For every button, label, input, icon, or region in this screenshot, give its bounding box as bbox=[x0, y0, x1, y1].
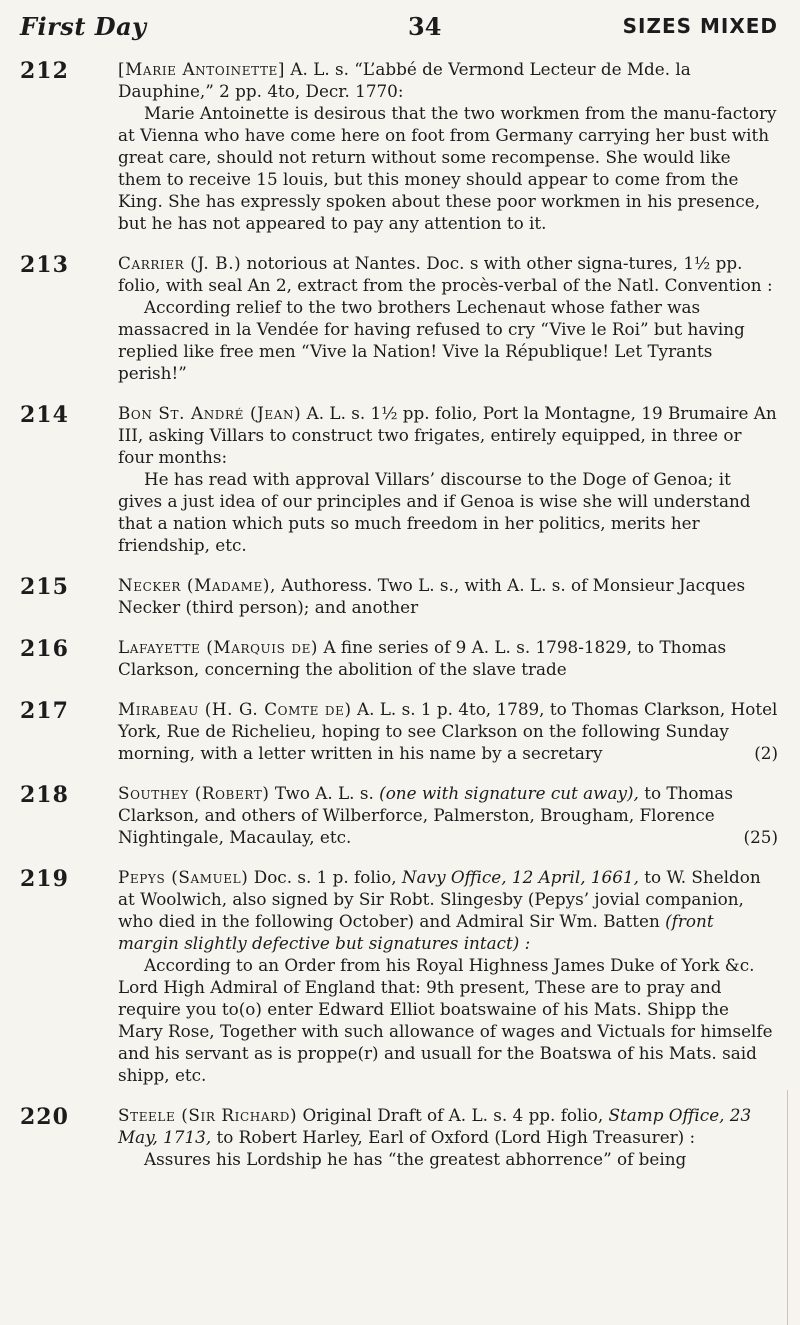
lot-number: 218 bbox=[20, 782, 69, 808]
lot-number: 213 bbox=[20, 252, 69, 278]
header-section: SIZES MIXED bbox=[622, 14, 778, 38]
lot-text bbox=[118, 58, 778, 234]
page-edge-shadow bbox=[787, 1090, 800, 1325]
lot-author: Pepys (Samuel) bbox=[118, 867, 249, 887]
lot-description: He has read with approval Villars’ discourse to the Doge of Genoa; it gives a just idea of our principles and if Genoa is wise she will understand that a nation which puts so much freedom in her politics, merits her friendship, etc. bbox=[118, 469, 751, 555]
lot-number: 215 bbox=[20, 574, 69, 600]
lot-text bbox=[118, 1104, 778, 1170]
lot-number: 219 bbox=[20, 866, 69, 892]
lot-text bbox=[118, 782, 778, 848]
lot-heading: A fine series of 9 A. L. s. 1798-1829, to Thomas Clarkson, concerning the abolition of the slave trade bbox=[118, 637, 727, 679]
lot-author: Necker (Madame), bbox=[118, 575, 276, 595]
lot-condition-note: (front margin slightly defective but signatures intact) : bbox=[118, 911, 714, 953]
page-number: 34 bbox=[408, 12, 442, 41]
lot-text bbox=[118, 698, 778, 764]
lot-author: Mirabeau (H. G. Comte de) bbox=[118, 699, 352, 719]
lot-count: (25) bbox=[743, 827, 778, 847]
lot-author: Carrier (J. B.) bbox=[118, 253, 242, 273]
lot-heading: Authoress. Two L. s., with A. L. s. of Monsieur Jacques Necker (third person); and another bbox=[118, 575, 746, 617]
lot-description: According to an Order from his Royal Highness James Duke of York &c. Lord High Admiral of England that: 9th present, These are to pray and require you to(o) enter Edward Elliot boatswaine of his Mats. Shipp the Mary Rose, Together with such allowance of wages and Victuals for himselfe and his servant as is proppe(r) and usuall for the Boatswa of his Mats. said shipp, etc. bbox=[118, 955, 773, 1085]
running-header bbox=[20, 8, 778, 48]
lot-author: Bon St. André (Jean) bbox=[118, 403, 302, 423]
lot-heading-place-date: Navy Office, 12 April, 1661, bbox=[401, 867, 639, 887]
lot-description: Assures his Lordship he has “the greatest abhorrence” of being bbox=[144, 1149, 687, 1169]
lot-heading-place-date: Stamp Office, 23 May, 1713, bbox=[118, 1105, 752, 1147]
lot-heading: Two A. L. s. bbox=[274, 783, 374, 803]
lot-text bbox=[118, 252, 778, 384]
lot-heading-continued: to W. Sheldon at Woolwich, also signed by Sir Robt. Slingesby (Pepys’ jovial companion, who died in the following October) and Admiral Sir Wm. Batten bbox=[118, 867, 761, 931]
lot-text bbox=[118, 636, 778, 680]
lot-description: Marie Antoinette is desirous that the two workmen from the manu-factory at Vienna who have come here on foot from Germany carrying her bust with great care, should not return without some recompense. She would like them to receive 15 louis, but this money should appear to come from the King. She has expressly spoken about these poor workmen in his presence, but he has not appeared to pay any attention to it. bbox=[118, 103, 777, 233]
lot-count: (2) bbox=[754, 743, 778, 763]
lot-heading: A. L. s. 1½ pp. folio, Port la Montagne, 19 Brumaire An III, asking Villars to construct two frigates, entirely equipped, in three or four months: bbox=[118, 403, 777, 467]
lot-heading: A. L. s. “L’abbé de Vermond Lecteur de Mde. la Dauphine,” 2 pp. 4to, Decr. 1770: bbox=[118, 59, 691, 101]
lot-heading: notorious at Nantes. Doc. s with other signa-tures, 1½ pp. folio, with seal An 2, extract from the procès-verbal of the Natl. Convention : bbox=[118, 253, 773, 295]
lot-text bbox=[118, 866, 778, 1086]
lot-heading-continued: to Thomas Clarkson, and others of Wilberforce, Palmerston, Brougham, Florence Nightingale, Macaulay, etc. bbox=[118, 783, 734, 847]
lot-text bbox=[118, 574, 778, 618]
lot-heading-note: (one with signature cut away), bbox=[379, 783, 639, 803]
lot-heading-continued: to Robert Harley, Earl of Oxford (Lord High Treasurer) : bbox=[216, 1127, 696, 1147]
lot-author: Lafayette (Marquis de) bbox=[118, 637, 319, 657]
lot-author: Steele (Sir Richard) bbox=[118, 1105, 298, 1125]
lot-number: 220 bbox=[20, 1104, 69, 1130]
lot-heading: Original Draft of A. L. s. 4 pp. folio, bbox=[302, 1105, 604, 1125]
lot-number: 216 bbox=[20, 636, 69, 662]
lot-heading: Doc. s. 1 p. folio, bbox=[253, 867, 397, 887]
lot-heading: A. L. s. 1 p. 4to, 1789, to Thomas Clarkson, Hotel York, Rue de Richelieu, hoping to see Clarkson on the following Sunday morning, with a letter written in his name by a secretary bbox=[118, 699, 778, 763]
lot-description: According relief to the two brothers Lechenaut whose father was massacred in la Vendée for having refused to cry “Vive le Roi” but having replied like free men “Vive la Nation! Vive la République! Let Tyrants perish!” bbox=[118, 297, 745, 383]
lot-number: 217 bbox=[20, 698, 69, 724]
lot-number: 214 bbox=[20, 402, 69, 428]
lot-author: Southey (Robert) bbox=[118, 783, 270, 803]
lot-text bbox=[118, 402, 778, 556]
lot-author: [Marie Antoinette] bbox=[118, 59, 286, 79]
lot-number: 212 bbox=[20, 58, 69, 84]
header-day: First Day bbox=[20, 12, 147, 41]
